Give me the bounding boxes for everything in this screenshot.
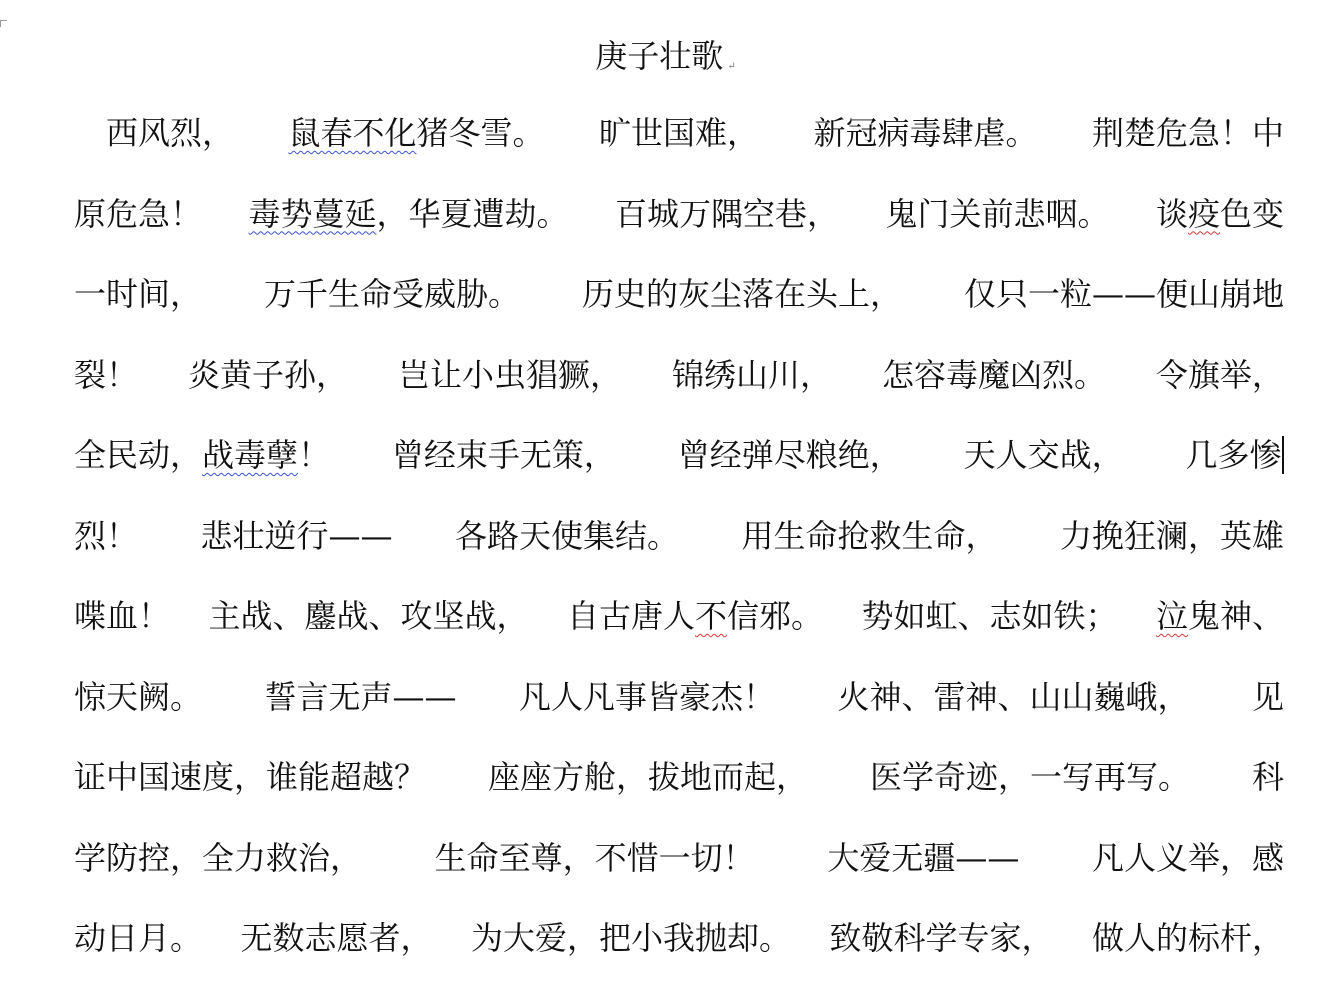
text-segment: 新冠病毒肆虐。 (813, 114, 1038, 152)
text-segment: 百城万隅空巷， (614, 194, 839, 233)
text-segment: 万千生命受威胁。 (263, 275, 520, 313)
text-segment: 怎容毒魔凶烈。 (881, 355, 1106, 394)
text-line (74, 110, 1284, 191)
text-segment: 历史的灰尘落在头上， (581, 275, 902, 313)
text-cursor (1282, 436, 1284, 474)
text-line (74, 352, 1284, 433)
text-segment: ，华夏遭劫。 (376, 194, 569, 233)
text-segment: 鬼门关前悲咽。 (885, 194, 1110, 233)
text-line (74, 271, 1284, 352)
text-segment: 见 (1251, 677, 1284, 716)
text-segment: 猪冬雪。 (416, 114, 545, 152)
text-segment: 喋血！ (74, 597, 171, 635)
text-segment: 鬼神、 (1187, 597, 1284, 635)
text-segment: 几多惨 (1185, 436, 1282, 474)
text-segment: 曾经弹尽粮绝， (677, 436, 902, 474)
text-segment: 誓言无声—— (264, 677, 457, 716)
text-segment: 炎黄子孙， (187, 355, 348, 394)
text-segment: 用生命抢救生命， (741, 516, 998, 555)
text-line (74, 191, 1284, 272)
text-segment: 为大爱，把小我抛却。 (470, 919, 791, 957)
text-line (74, 513, 1284, 594)
paragraph-mark-icon: ↵ (727, 61, 736, 72)
text-segment: 令旗举， (1155, 355, 1284, 394)
text-segment: 主战、鏖战、攻坚战， (208, 597, 529, 635)
spelling-flag-segment[interactable]: 泣 (1155, 597, 1188, 635)
text-segment: 悲壮逆行—— (200, 516, 393, 555)
text-segment: 大爱无疆—— (827, 838, 1020, 877)
text-segment: 座座方舱，拔地而起， (487, 758, 808, 796)
text-segment: 色变 (1219, 194, 1284, 233)
grammar-flag-segment[interactable]: 鼠春不化 (288, 114, 417, 152)
text-segment: 凡人义举，感 (1091, 838, 1284, 877)
text-segment: 无数志愿者， (240, 919, 433, 957)
text-segment: 科 (1251, 758, 1284, 796)
text-segment: 各路天使集结。 (454, 516, 679, 555)
text-segment: 荆楚危急！中 (1091, 114, 1284, 152)
text-line (74, 915, 1284, 996)
grammar-flag-segment[interactable]: 毒势蔓延 (248, 194, 377, 233)
text-segment: 天人交战， (963, 436, 1124, 474)
text-segment: 生命至尊，不惜一切！ (434, 838, 755, 877)
text-segment: 裂！ (74, 355, 139, 394)
text-segment: 原危急！ (74, 194, 203, 233)
grammar-flag-segment[interactable]: 战毒孽 (202, 436, 299, 474)
text-segment: 势如虹、志如铁； (861, 597, 1118, 635)
text-segment: 凡人凡事皆豪杰！ (518, 677, 775, 716)
text-segment: 自古唐人 (566, 597, 695, 635)
text-segment: 致敬科学专家， (829, 919, 1054, 957)
text-segment: 烈！ (74, 516, 139, 555)
text-line (74, 432, 1284, 513)
text-segment: 做人的标杆， (1091, 919, 1284, 957)
text-segment: 西风烈， (74, 114, 235, 152)
text-segment: 旷世国难， (598, 114, 759, 152)
text-segment: 全民动， (74, 436, 203, 474)
spelling-flag-segment[interactable]: 不 (694, 597, 727, 635)
text-segment: 动日月。 (74, 919, 203, 957)
text-line (74, 674, 1284, 755)
text-segment: 医学奇迹，一写再写。 (869, 758, 1190, 796)
text-segment: ！ (298, 436, 331, 474)
text-segment: 证中国速度，谁能超越？ (74, 758, 427, 796)
text-segment: 谈 (1155, 194, 1188, 233)
document-title[interactable] (0, 36, 1331, 87)
text-segment: 力挽狂澜，英雄 (1059, 516, 1284, 555)
text-segment: 一时间， (74, 275, 203, 313)
document-body[interactable] (74, 110, 1284, 996)
spelling-flag-segment[interactable]: 疫 (1187, 194, 1220, 233)
text-segment: 信邪。 (727, 597, 824, 635)
text-line (74, 754, 1284, 835)
text-segment: 曾经束手无策， (391, 436, 616, 474)
text-line (74, 593, 1284, 674)
text-segment: 火神、雷神、山山巍峨， (837, 677, 1190, 716)
title-text: 庚子壮歌 (595, 37, 724, 75)
text-segment: 岂让小虫猖獗， (397, 355, 622, 394)
text-segment: 学防控，全力救治， (74, 838, 363, 877)
text-segment: 惊天阙。 (74, 677, 203, 716)
page-corner-marker (0, 20, 7, 27)
text-segment: 锦绣山川， (671, 355, 832, 394)
text-line (74, 835, 1284, 916)
text-segment: 仅只一粒——便山崩地 (963, 275, 1284, 313)
